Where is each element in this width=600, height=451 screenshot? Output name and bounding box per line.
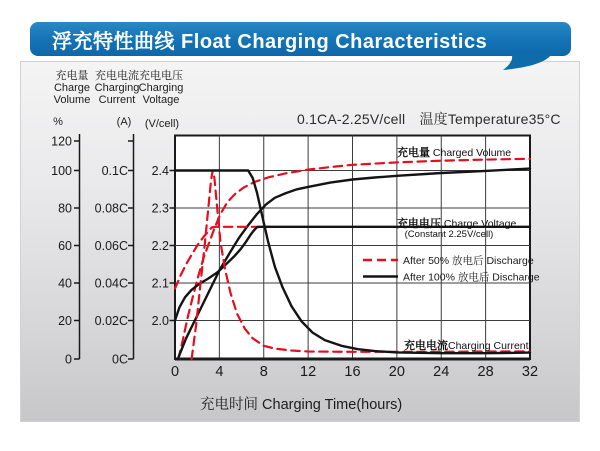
y-tick-voltage: 2.3	[151, 201, 169, 216]
x-tick-label: 8	[259, 364, 268, 380]
y-tick-current: 0.08C	[94, 201, 128, 216]
chart-conditions: 0.1CA-2.25V/cell 温度Temperature35°C	[297, 111, 561, 127]
x-tick-label: 4	[215, 364, 224, 380]
annotation-charging-current: 充电电流Charging Current	[404, 340, 529, 352]
banner-tail-icon	[495, 54, 565, 74]
y-tick-voltage: 2.0	[151, 314, 169, 328]
unit-vcell: (V/cell)	[144, 118, 180, 130]
x-tick-label: 0	[170, 364, 180, 380]
page-title: 浮充特性曲线 Float Charging Characteristics	[52, 30, 488, 53]
x-tick-label: 20	[388, 364, 405, 380]
y-tick-current: 0.02C	[94, 314, 128, 328]
legend-label: After 100% 放电后 Discharge	[403, 271, 540, 284]
unit-ampere: (A)	[116, 116, 132, 128]
y-tick-voltage: 2.2	[151, 239, 169, 253]
x-tick-label: 24	[433, 364, 450, 380]
y-tick-percent: 80	[58, 201, 72, 216]
axis-header-charging-voltage: 充电电压 Charging Voltage	[138, 70, 184, 106]
y-tick-current: 0.06C	[94, 239, 128, 253]
annotation-charged-volume: 充电量 Charged Volume	[397, 147, 512, 159]
x-tick-label: 32	[521, 364, 539, 380]
y-tick-percent: 120	[51, 134, 72, 149]
y-tick-percent: 60	[58, 239, 72, 253]
axis-header-charging-current: 充电电流 Charging Current	[94, 70, 140, 106]
y-tick-percent: 20	[58, 314, 72, 328]
x-tick-label: 16	[344, 364, 361, 380]
unit-percent: %	[53, 116, 63, 128]
y-tick-voltage: 2.4	[151, 164, 169, 178]
y-tick-percent: 0	[65, 352, 72, 367]
y-tick-percent: 40	[58, 276, 72, 291]
axis-header-charge-volume: 充电量 Charge Volume	[53, 70, 91, 106]
y-tick-current: 0C	[112, 352, 128, 367]
legend-label: After 50% 放电后 Discharge	[403, 254, 534, 267]
x-tick-label: 28	[477, 364, 494, 380]
x-tick-label: 12	[300, 364, 317, 380]
x-axis-title: 充电时间 Charging Time(hours)	[200, 397, 403, 413]
annotation-charge-voltage: 充电电压 Charge Voltage	[397, 218, 517, 230]
y-tick-percent: 100	[51, 164, 72, 178]
y-tick-current: 0.04C	[94, 276, 128, 291]
y-tick-voltage: 2.1	[151, 276, 169, 291]
title-banner	[30, 22, 571, 56]
annotation-constant-voltage: (Constant 2.25V/cell)	[404, 229, 494, 240]
y-tick-current: 0.1C	[101, 164, 128, 178]
